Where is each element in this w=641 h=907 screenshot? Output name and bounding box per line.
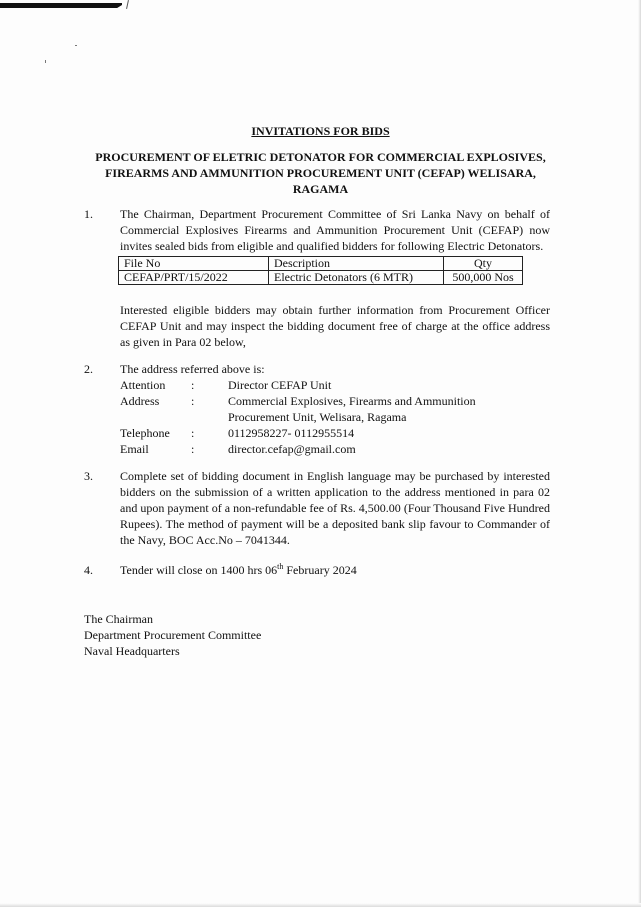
page-edge-bottom <box>0 903 641 907</box>
subtitle-line-3: RAGAMA <box>292 182 349 196</box>
field-sep-email: : <box>191 442 195 456</box>
signature-line-2: Department Procurement Committee <box>84 628 262 642</box>
table-header-file-no: File No <box>119 257 269 271</box>
table-cell-file-no: CEFAP/PRT/15/2022 <box>119 271 269 285</box>
scan-artifact-tick <box>126 0 129 9</box>
section-3-line-2: bidders on the submission of a written application to the address mentioned in para 02 <box>120 485 550 499</box>
section-1-followup-line-2: CEFAP Unit and may inspect the bidding document free of charge at the office address <box>120 319 550 333</box>
section-4-text <box>120 562 357 578</box>
section-3-line-3: and upon payment of a non-refundable fee of Rs. 4,500.00 (Four Thousand Five Hundred <box>120 501 550 515</box>
field-label-email: Email <box>120 442 149 456</box>
signature-line-3: Naval Headquarters <box>84 644 180 658</box>
section-1-line-1: The Chairman, Department Procurement Committee of Sri Lanka Navy on behalf of <box>120 207 550 221</box>
field-value-attention: Director CEFAP Unit <box>228 378 332 392</box>
bids-table <box>118 256 523 285</box>
table-row <box>119 271 523 285</box>
section-2-number: 2. <box>84 362 93 376</box>
section-1-followup-line-3: as given in Para 02 below, <box>120 335 246 349</box>
section-3-line-4: Rupees). The method of payment will be a deposited bank slip favour to Commander of <box>120 517 550 531</box>
table-header-row <box>119 257 523 271</box>
section-1-followup-line-1: Interested eligible bidders may obtain further information from Procurement Officer <box>120 303 550 317</box>
table-header-description: Description <box>269 257 444 271</box>
section-1-line-3: invites sealed bids from eligible and qualified bidders for following Electric Detonators. <box>120 239 544 253</box>
field-value-email: director.cefap@gmail.com <box>228 442 356 456</box>
field-label-telephone: Telephone <box>120 426 170 440</box>
table-header-qty: Qty <box>444 257 523 271</box>
closing-text: Tender will close on 1400 hrs 06 <box>120 563 278 577</box>
closing-superscript: th <box>277 562 284 571</box>
section-3-line-5: the Navy, BOC Acc.No – 7041344. <box>120 533 290 547</box>
field-sep-telephone: : <box>191 426 195 440</box>
subtitle-line-2: FIREARMS AND AMMUNITION PROCUREMENT UNIT (CEFAP) WELISARA, <box>105 166 536 180</box>
subtitle-line-1: PROCUREMENT OF ELETRIC DETONATOR FOR COMMERCIAL EXPLOSIVES, <box>95 150 546 164</box>
scan-artifact-bar <box>0 3 122 8</box>
section-2-intro: The address referred above is: <box>120 362 265 376</box>
section-3-line-1: Complete set of bidding document in English language may be purchased by interested <box>120 469 550 483</box>
closing-date: February 2024 <box>283 563 357 577</box>
scan-speck <box>75 45 77 46</box>
field-label-attention: Attention <box>120 378 166 392</box>
document-title: INVITATIONS FOR BIDS <box>251 124 390 138</box>
field-sep-address: : <box>191 394 195 408</box>
section-4-number: 4. <box>84 563 93 577</box>
field-value-telephone: 0112958227- 0112955514 <box>228 426 355 440</box>
section-3-number: 3. <box>84 469 93 483</box>
field-value-address-line-1: Commercial Explosives, Firearms and Ammunition <box>228 394 476 408</box>
table-cell-description: Electric Detonators (6 MTR) <box>269 271 444 285</box>
section-1-line-2: Commercial Explosives Firearms and Ammunition Procurement Unit (CEFAP) now <box>120 223 550 237</box>
section-1-number: 1. <box>84 207 93 221</box>
field-value-address-line-2: Procurement Unit, Welisara, Ragama <box>228 410 407 424</box>
table-cell-qty: 500,000 Nos <box>444 271 523 285</box>
field-label-address: Address <box>120 394 160 408</box>
signature-line-1: The Chairman <box>84 612 153 626</box>
field-sep-attention: : <box>191 378 195 392</box>
scan-speck <box>45 60 46 63</box>
